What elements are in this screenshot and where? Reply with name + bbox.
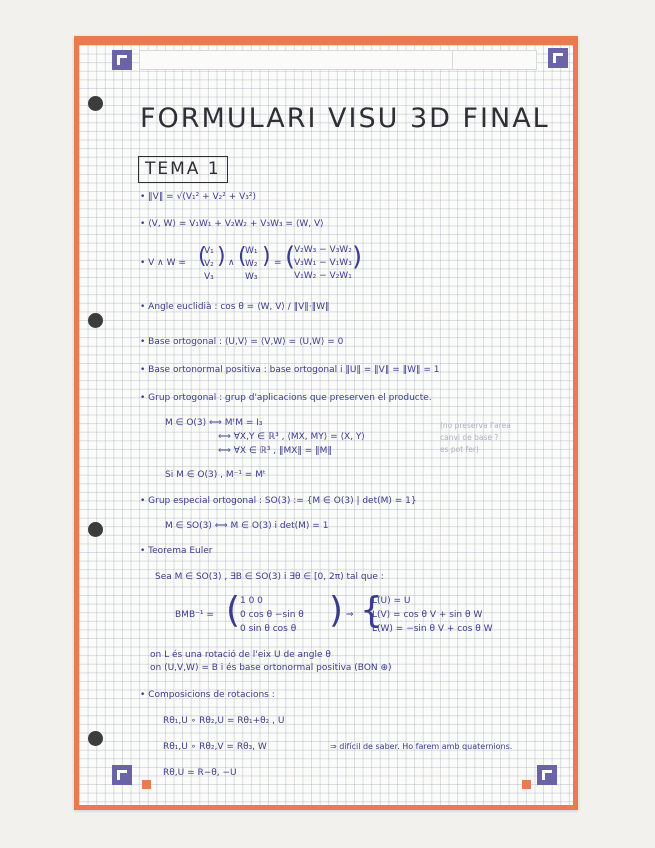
cross-row-1: V₂W₃ − V₃W₂ xyxy=(294,245,352,255)
o3-inverse: Si M ∈ O(3) , M⁻¹ = Mᵗ xyxy=(165,470,266,480)
binder-hole-icon xyxy=(88,731,103,746)
side-note-1: (no preserva l'area xyxy=(440,421,511,430)
o3-line-2: ⟺ ∀X,Y ∈ ℝ³ , ⟨MX, MY⟩ = ⟨X, Y⟩ xyxy=(218,432,365,442)
bmb-label: BMB⁻¹ = xyxy=(175,610,214,620)
corner-square-icon xyxy=(142,780,151,789)
implies-icon: ⇒ xyxy=(346,610,354,620)
rotation-note-2: on (U,V,W) = B i és base ortonormal positiva (BON ⊕) xyxy=(150,663,392,673)
binder-hole-icon xyxy=(88,522,103,537)
rotation-note-1: on L és una rotació de l'eix U de angle θ xyxy=(150,650,331,660)
rotation-L1: L(U) = U xyxy=(372,596,411,606)
rotation-L3: L(W) = −sin θ V + cos θ W xyxy=(372,624,493,634)
bracket-icon: ( xyxy=(285,242,296,272)
equals-icon: = xyxy=(274,258,282,268)
formula-dot-product: • ⟨V, W⟩ = V₁W₁ + V₂W₂ + V₃W₃ = ⟨W, V⟩ xyxy=(140,219,324,229)
bracket-icon: ) xyxy=(217,244,226,269)
bracket-icon: ) xyxy=(352,242,363,272)
composition-2: Rθ₁,U ∘ Rθ₂,V = Rθ₃, W xyxy=(163,742,267,752)
corner-square-icon xyxy=(522,780,531,789)
binder-hole-icon xyxy=(88,313,103,328)
binder-hole-icon xyxy=(88,96,103,111)
formula-base-ortonormal: • Base ortonormal positiva : base ortogonal i ‖U‖ = ‖V‖ = ‖W‖ = 1 xyxy=(140,365,440,375)
page-title: FORMULARI VISU 3D FINAL xyxy=(140,103,550,134)
corner-marker-icon xyxy=(112,765,132,785)
o3-line-3: ⟺ ∀X ∈ ℝ³ , ‖MX‖ = ‖M‖ xyxy=(218,446,332,456)
formula-base-ortogonal: • Base ortogonal : ⟨U,V⟩ = ⟨V,W⟩ = ⟨U,W⟩ = 0 xyxy=(140,337,344,347)
header-strip xyxy=(139,50,537,70)
formula-norm: • ‖V‖ = √(V₁² + V₂² + V₃²) xyxy=(140,192,256,202)
matrix-row-3: 0 sin θ cos θ xyxy=(240,624,297,634)
section-label: TEMA 1 xyxy=(138,156,228,183)
formula-angle: • Angle euclidià : cos θ = ⟨W, V⟩ / ‖V‖·‖W‖ xyxy=(140,302,330,312)
cross-row-2: V₃W₁ − V₁W₃ xyxy=(294,258,352,268)
matrix-row-2: 0 cos θ −sin θ xyxy=(240,610,304,620)
o3-line-1: M ∈ O(3) ⟺ MᵗM = I₃ xyxy=(165,418,263,428)
matrix-row-1: 1 0 0 xyxy=(240,596,263,606)
composition-1: Rθ₁,U ∘ Rθ₂,U = Rθ₁+θ₂ , U xyxy=(163,716,285,726)
composition-2-note: ⇒ difícil de saber. Ho farem amb quaternions. xyxy=(330,742,513,751)
cross-row-3: V₁W₂ − V₂W₁ xyxy=(294,271,352,281)
so3-definition: M ∈ SO(3) ⟺ M ∈ O(3) i det(M) = 1 xyxy=(165,521,329,531)
euler-title: • Teorema Euler xyxy=(140,546,213,556)
formula-grup-ortogonal: • Grup ortogonal : grup d'aplicacions que preserven el producte. xyxy=(140,393,432,403)
bracket-icon: ( xyxy=(198,244,207,269)
corner-marker-icon xyxy=(112,50,132,70)
bracket-icon: ( xyxy=(226,590,241,631)
bracket-icon: ( xyxy=(238,244,247,269)
rotation-L2: L(V) = cos θ V + sin θ W xyxy=(372,610,483,620)
corner-marker-icon xyxy=(548,48,568,68)
composition-title: • Composicions de rotacions : xyxy=(140,690,275,700)
vector-v: V₁ V₂ V₃ xyxy=(204,246,214,282)
bracket-icon: ) xyxy=(262,244,271,269)
euler-statement: Sea M ∈ SO(3) , ∃B ∈ SO(3) i ∃θ ∈ [0, 2π) tal que : xyxy=(155,572,384,582)
corner-marker-icon xyxy=(537,765,557,785)
bracket-icon: ) xyxy=(329,590,344,631)
side-note-2: canvi de base ? xyxy=(440,433,499,442)
side-note-3: es pot fer) xyxy=(440,445,479,454)
formula-cross-lhs: • V ∧ W = xyxy=(140,258,186,268)
vector-w: W₁ W₂ W₃ xyxy=(245,246,258,282)
wedge-icon: ∧ xyxy=(228,258,235,268)
composition-3: Rθ,U = R−θ, −U xyxy=(163,768,237,778)
brace-icon: { xyxy=(360,590,383,631)
formula-grup-especial: • Grup especial ortogonal : SO(3) := {M ∈ O(3) | det(M) = 1} xyxy=(140,496,417,506)
